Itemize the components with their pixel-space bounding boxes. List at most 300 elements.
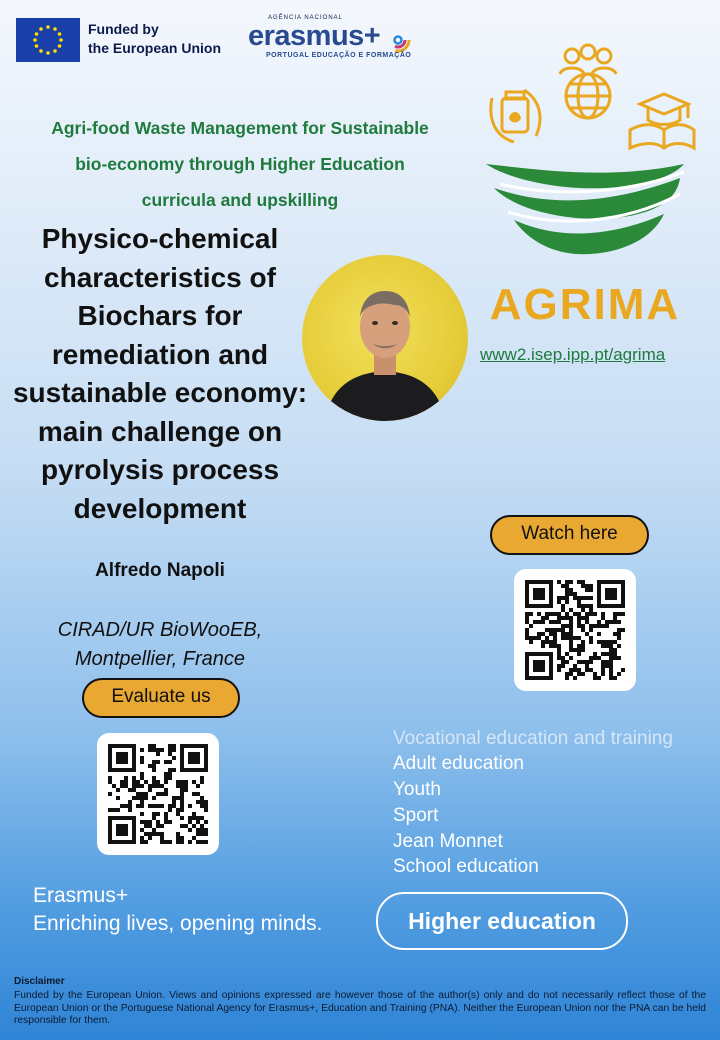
watch-here-button[interactable]: Watch here xyxy=(490,515,649,555)
qr-module xyxy=(116,788,120,792)
qr-module xyxy=(200,780,204,784)
qr-module xyxy=(204,840,208,844)
qr-module xyxy=(156,824,160,828)
qr-module xyxy=(140,748,144,752)
qr-module xyxy=(144,792,148,796)
qr-module xyxy=(589,656,593,660)
qr-module xyxy=(200,832,204,836)
qr-module xyxy=(557,612,561,616)
qr-module xyxy=(124,784,128,788)
project-subtitle xyxy=(10,110,470,218)
qr-module xyxy=(549,612,553,616)
qr-module xyxy=(112,784,116,788)
qr-module xyxy=(184,780,188,784)
qr-module xyxy=(581,660,585,664)
qr-module xyxy=(585,616,589,620)
qr-module xyxy=(156,812,160,816)
qr-module xyxy=(160,832,164,836)
qr-module xyxy=(537,612,541,616)
qr-module xyxy=(593,624,597,628)
qr-module xyxy=(164,840,168,844)
qr-module xyxy=(152,744,156,748)
qr-module xyxy=(589,636,593,640)
qr-module xyxy=(549,620,553,624)
qr-module xyxy=(565,616,569,620)
qr-module xyxy=(613,656,617,660)
qr-module xyxy=(585,596,589,600)
qr-module xyxy=(144,820,148,824)
qr-module xyxy=(132,788,136,792)
qr-module xyxy=(597,656,601,660)
qr-module xyxy=(573,648,577,652)
qr-module xyxy=(128,788,132,792)
qr-module xyxy=(140,756,144,760)
qr-module xyxy=(196,832,200,836)
qr-module xyxy=(164,792,168,796)
slogan-title: Erasmus+ xyxy=(33,884,129,907)
disclaimer-text: Funded by the European Union. Views and opinions expressed are however those of the author(s) only and do not necessarily reflect those of the European Union or the Portuguese National Agency for Erasmus+, Education and Training (PNA). Neither the European Union nor the PNA can be held responsible for them. xyxy=(14,990,706,1026)
qr-module xyxy=(533,636,537,640)
qr-module xyxy=(152,780,156,784)
qr-module xyxy=(196,840,200,844)
eu-funding-label xyxy=(88,20,221,58)
qr-module xyxy=(581,596,585,600)
qr-module xyxy=(589,612,593,616)
qr-module xyxy=(188,840,192,844)
qr-module xyxy=(569,668,573,672)
qr-module xyxy=(156,784,160,788)
qr-module xyxy=(200,828,204,832)
qr-module xyxy=(204,828,208,832)
qr-module xyxy=(140,784,144,788)
qr-module xyxy=(569,672,573,676)
qr-module xyxy=(581,624,585,628)
qr-module xyxy=(609,640,613,644)
qr-module xyxy=(541,616,545,620)
qr-module xyxy=(148,804,152,808)
erasmus-agency-label: AGÊNCIA NACIONAL xyxy=(268,15,344,21)
qr-module xyxy=(577,624,581,628)
qr-module xyxy=(525,628,529,632)
qr-module xyxy=(609,660,613,664)
qr-module xyxy=(573,592,577,596)
qr-module xyxy=(593,612,597,616)
qr-module xyxy=(565,632,569,636)
qr-module xyxy=(621,668,625,672)
qr-module xyxy=(541,620,545,624)
qr-module xyxy=(569,580,573,584)
qr-module xyxy=(617,620,621,624)
qr-module xyxy=(573,612,577,616)
qr-module xyxy=(601,668,605,672)
qr-module xyxy=(192,816,196,820)
qr-module xyxy=(577,596,581,600)
qr-module xyxy=(136,784,140,788)
qr-module xyxy=(577,660,581,664)
qr-module xyxy=(160,804,164,808)
qr-module xyxy=(613,632,617,636)
watch-qr-code[interactable] xyxy=(514,569,636,691)
title-line: pyrolysis process xyxy=(40,454,280,485)
qr-module xyxy=(545,616,549,620)
qr-module xyxy=(184,784,188,788)
qr-module xyxy=(172,804,176,808)
qr-module xyxy=(152,804,156,808)
qr-module xyxy=(585,620,589,624)
qr-module xyxy=(581,648,585,652)
evaluate-us-button[interactable]: Evaluate us xyxy=(82,678,240,718)
qr-module xyxy=(601,644,605,648)
qr-module xyxy=(581,640,585,644)
qr-module xyxy=(156,804,160,808)
qr-module xyxy=(132,784,136,788)
qr-module xyxy=(152,796,156,800)
qr-module xyxy=(172,748,176,752)
qr-module xyxy=(533,660,545,672)
qr-module xyxy=(176,812,180,816)
qr-module xyxy=(581,672,585,676)
qr-module xyxy=(601,672,605,676)
qr-module xyxy=(148,748,152,752)
qr-module xyxy=(585,584,589,588)
subtitle-line: curricula and upskilling xyxy=(141,190,339,210)
qr-module xyxy=(589,668,593,672)
qr-module xyxy=(172,800,176,804)
qr-module xyxy=(573,596,577,600)
qr-module xyxy=(140,836,144,840)
qr-module xyxy=(176,840,180,844)
qr-module xyxy=(589,628,593,632)
qr-module xyxy=(541,632,545,636)
qr-module xyxy=(577,672,581,676)
qr-module xyxy=(148,744,152,748)
qr-module xyxy=(617,628,621,632)
qr-module xyxy=(557,620,561,624)
qr-module xyxy=(569,592,573,596)
qr-module xyxy=(593,652,597,656)
title-line: Biochars for xyxy=(77,300,243,331)
qr-module xyxy=(593,672,597,676)
qr-module xyxy=(200,796,204,800)
qr-module xyxy=(140,828,144,832)
qr-module xyxy=(184,788,188,792)
qr-module xyxy=(561,604,565,608)
qr-module xyxy=(168,820,172,824)
qr-module xyxy=(601,640,605,644)
qr-module xyxy=(168,776,172,780)
qr-module xyxy=(172,744,176,748)
qr-module xyxy=(569,632,573,636)
qr-module xyxy=(188,820,192,824)
qr-module xyxy=(168,752,172,756)
qr-module xyxy=(184,824,188,828)
qr-module xyxy=(152,784,156,788)
qr-module xyxy=(136,796,140,800)
qr-module xyxy=(160,840,164,844)
qr-module xyxy=(561,656,565,660)
qr-module xyxy=(116,796,120,800)
qr-module xyxy=(200,776,204,780)
qr-module xyxy=(168,744,172,748)
higher-education-badge: Higher education xyxy=(376,892,628,950)
qr-module xyxy=(164,788,168,792)
subtitle-line: Agri-food Waste Management for Sustainable xyxy=(51,118,429,138)
qr-module xyxy=(148,824,152,828)
qr-module xyxy=(180,792,184,796)
qr-module xyxy=(192,792,196,796)
qr-module xyxy=(545,612,549,616)
qr-module xyxy=(180,804,184,808)
qr-module xyxy=(601,616,605,620)
qr-module xyxy=(557,644,561,648)
qr-module xyxy=(577,612,581,616)
qr-module xyxy=(180,808,184,812)
qr-module xyxy=(188,828,192,832)
qr-module xyxy=(160,792,164,796)
qr-module xyxy=(156,752,160,756)
qr-module xyxy=(132,796,136,800)
qr-module xyxy=(160,836,164,840)
qr-module xyxy=(120,784,124,788)
qr-module xyxy=(116,824,128,836)
qr-module xyxy=(152,748,156,752)
qr-module xyxy=(573,664,577,668)
qr-module xyxy=(152,832,156,836)
qr-module xyxy=(553,636,557,640)
qr-module xyxy=(188,816,192,820)
qr-module xyxy=(613,612,617,616)
qr-module xyxy=(168,748,172,752)
qr-module xyxy=(200,804,204,808)
qr-module xyxy=(196,828,200,832)
qr-module xyxy=(553,644,557,648)
qr-module xyxy=(148,788,152,792)
qr-module xyxy=(613,648,617,652)
qr-module xyxy=(577,652,581,656)
qr-module xyxy=(557,664,561,668)
title-line: main challenge on xyxy=(37,415,283,447)
qr-module xyxy=(617,672,621,676)
title-line: characteristics of xyxy=(44,261,276,293)
qr-module xyxy=(601,664,605,668)
qr-module xyxy=(164,776,168,780)
qr-module xyxy=(561,632,565,636)
qr-module xyxy=(581,604,585,608)
qr-module xyxy=(180,836,184,840)
qr-module xyxy=(176,796,180,800)
qr-module xyxy=(168,808,172,812)
program-item: School education xyxy=(393,856,539,877)
qr-module xyxy=(577,644,581,648)
qr-module xyxy=(176,832,180,836)
qr-module xyxy=(565,588,569,592)
qr-module xyxy=(144,824,148,828)
qr-module xyxy=(597,676,601,680)
qr-module xyxy=(196,800,200,804)
qr-module xyxy=(553,612,557,616)
qr-module xyxy=(136,780,140,784)
qr-module xyxy=(549,640,553,644)
qr-module xyxy=(577,616,581,620)
qr-module xyxy=(561,664,565,668)
qr-module xyxy=(180,824,184,828)
qr-module xyxy=(176,780,180,784)
qr-module xyxy=(577,648,581,652)
qr-module xyxy=(569,588,573,592)
qr-module xyxy=(140,760,144,764)
qr-module xyxy=(561,636,565,640)
qr-module xyxy=(549,628,553,632)
qr-module xyxy=(136,804,140,808)
qr-module xyxy=(164,772,168,776)
qr-module xyxy=(561,628,565,632)
qr-module xyxy=(621,612,625,616)
qr-module xyxy=(589,596,593,600)
qr-module xyxy=(589,660,593,664)
qr-module xyxy=(593,676,597,680)
qr-module xyxy=(172,756,176,760)
qr-module xyxy=(613,616,617,620)
qr-module xyxy=(565,592,569,596)
qr-module xyxy=(525,620,529,624)
qr-module xyxy=(148,836,152,840)
qr-module xyxy=(172,768,176,772)
qr-module xyxy=(156,760,160,764)
qr-module xyxy=(565,580,569,584)
qr-module xyxy=(180,780,184,784)
program-item: Adult education xyxy=(393,753,524,774)
qr-module xyxy=(581,580,585,584)
qr-module xyxy=(128,808,132,812)
qr-module xyxy=(533,620,537,624)
qr-module xyxy=(557,580,561,584)
qr-module xyxy=(116,752,128,764)
qr-module xyxy=(597,640,601,644)
qr-module xyxy=(140,776,144,780)
qr-module xyxy=(140,792,144,796)
qr-module xyxy=(553,640,557,644)
qr-module xyxy=(188,804,192,808)
qr-module xyxy=(557,648,561,652)
qr-module xyxy=(140,812,144,816)
qr-module xyxy=(577,580,581,584)
qr-module xyxy=(557,616,561,620)
qr-module xyxy=(180,800,184,804)
qr-module xyxy=(140,820,144,824)
qr-module xyxy=(152,828,156,832)
agrima-link[interactable]: www2.isep.ipp.pt/agrima xyxy=(480,345,666,364)
qr-module xyxy=(537,620,541,624)
qr-module xyxy=(561,660,565,664)
qr-module xyxy=(585,660,589,664)
evaluate-qr-code[interactable] xyxy=(97,733,219,855)
qr-module xyxy=(605,624,609,628)
qr-module xyxy=(132,776,136,780)
qr-module xyxy=(188,752,200,764)
speaker-name: Alfredo Napoli xyxy=(95,560,225,581)
qr-module xyxy=(144,832,148,836)
qr-module xyxy=(164,780,168,784)
qr-module xyxy=(581,608,585,612)
qr-module xyxy=(565,612,569,616)
subtitle-line: bio-economy through Higher Education xyxy=(75,154,405,174)
qr-module xyxy=(196,792,200,796)
qr-module xyxy=(565,652,569,656)
qr-module xyxy=(565,600,569,604)
qr-module xyxy=(176,808,180,812)
qr-module xyxy=(569,620,573,624)
qr-module xyxy=(160,748,164,752)
erasmus-logo-text: erasmus+ xyxy=(248,20,381,52)
qr-module xyxy=(192,812,196,816)
qr-module xyxy=(589,624,593,628)
qr-module xyxy=(120,804,124,808)
qr-module xyxy=(200,800,204,804)
qr-module xyxy=(140,804,144,808)
qr-module xyxy=(589,608,593,612)
qr-module xyxy=(533,588,545,600)
qr-module xyxy=(140,800,144,804)
qr-module xyxy=(152,764,156,768)
qr-module xyxy=(589,604,593,608)
qr-module xyxy=(204,800,208,804)
qr-module xyxy=(180,788,184,792)
qr-module xyxy=(156,792,160,796)
qr-module xyxy=(140,796,144,800)
qr-module xyxy=(172,796,176,800)
agrima-fields-logo xyxy=(480,160,690,260)
qr-module xyxy=(613,640,617,644)
qr-module xyxy=(601,652,605,656)
qr-module xyxy=(569,644,573,648)
qr-module xyxy=(112,808,116,812)
qr-module xyxy=(160,784,164,788)
talk-title xyxy=(0,220,320,528)
qr-module xyxy=(609,648,613,652)
qr-module xyxy=(589,588,593,592)
qr-module xyxy=(565,584,569,588)
qr-module xyxy=(597,632,601,636)
qr-module xyxy=(569,640,573,644)
qr-module xyxy=(577,604,581,608)
qr-module xyxy=(601,612,605,616)
disclaimer-heading: Disclaimer xyxy=(14,976,65,987)
qr-module xyxy=(569,656,573,660)
qr-module xyxy=(529,636,533,640)
qr-module xyxy=(573,676,577,680)
qr-module xyxy=(585,632,589,636)
qr-module xyxy=(585,668,589,672)
qr-module xyxy=(541,640,545,644)
qr-module xyxy=(152,812,156,816)
qr-module xyxy=(152,760,156,764)
speaker-portrait xyxy=(302,255,468,421)
title-line: sustainable economy: xyxy=(12,377,308,408)
qr-module xyxy=(565,596,569,600)
agrima-name: AGRIMA xyxy=(489,280,681,329)
qr-module xyxy=(553,632,557,636)
qr-module xyxy=(168,840,172,844)
qr-module xyxy=(581,584,585,588)
qr-module xyxy=(569,648,573,652)
qr-module xyxy=(585,604,589,608)
qr-module xyxy=(200,840,204,844)
qr-module xyxy=(148,784,152,788)
qr-module xyxy=(176,784,180,788)
qr-module xyxy=(164,820,168,824)
qr-module xyxy=(577,600,581,604)
qr-module xyxy=(577,636,581,640)
